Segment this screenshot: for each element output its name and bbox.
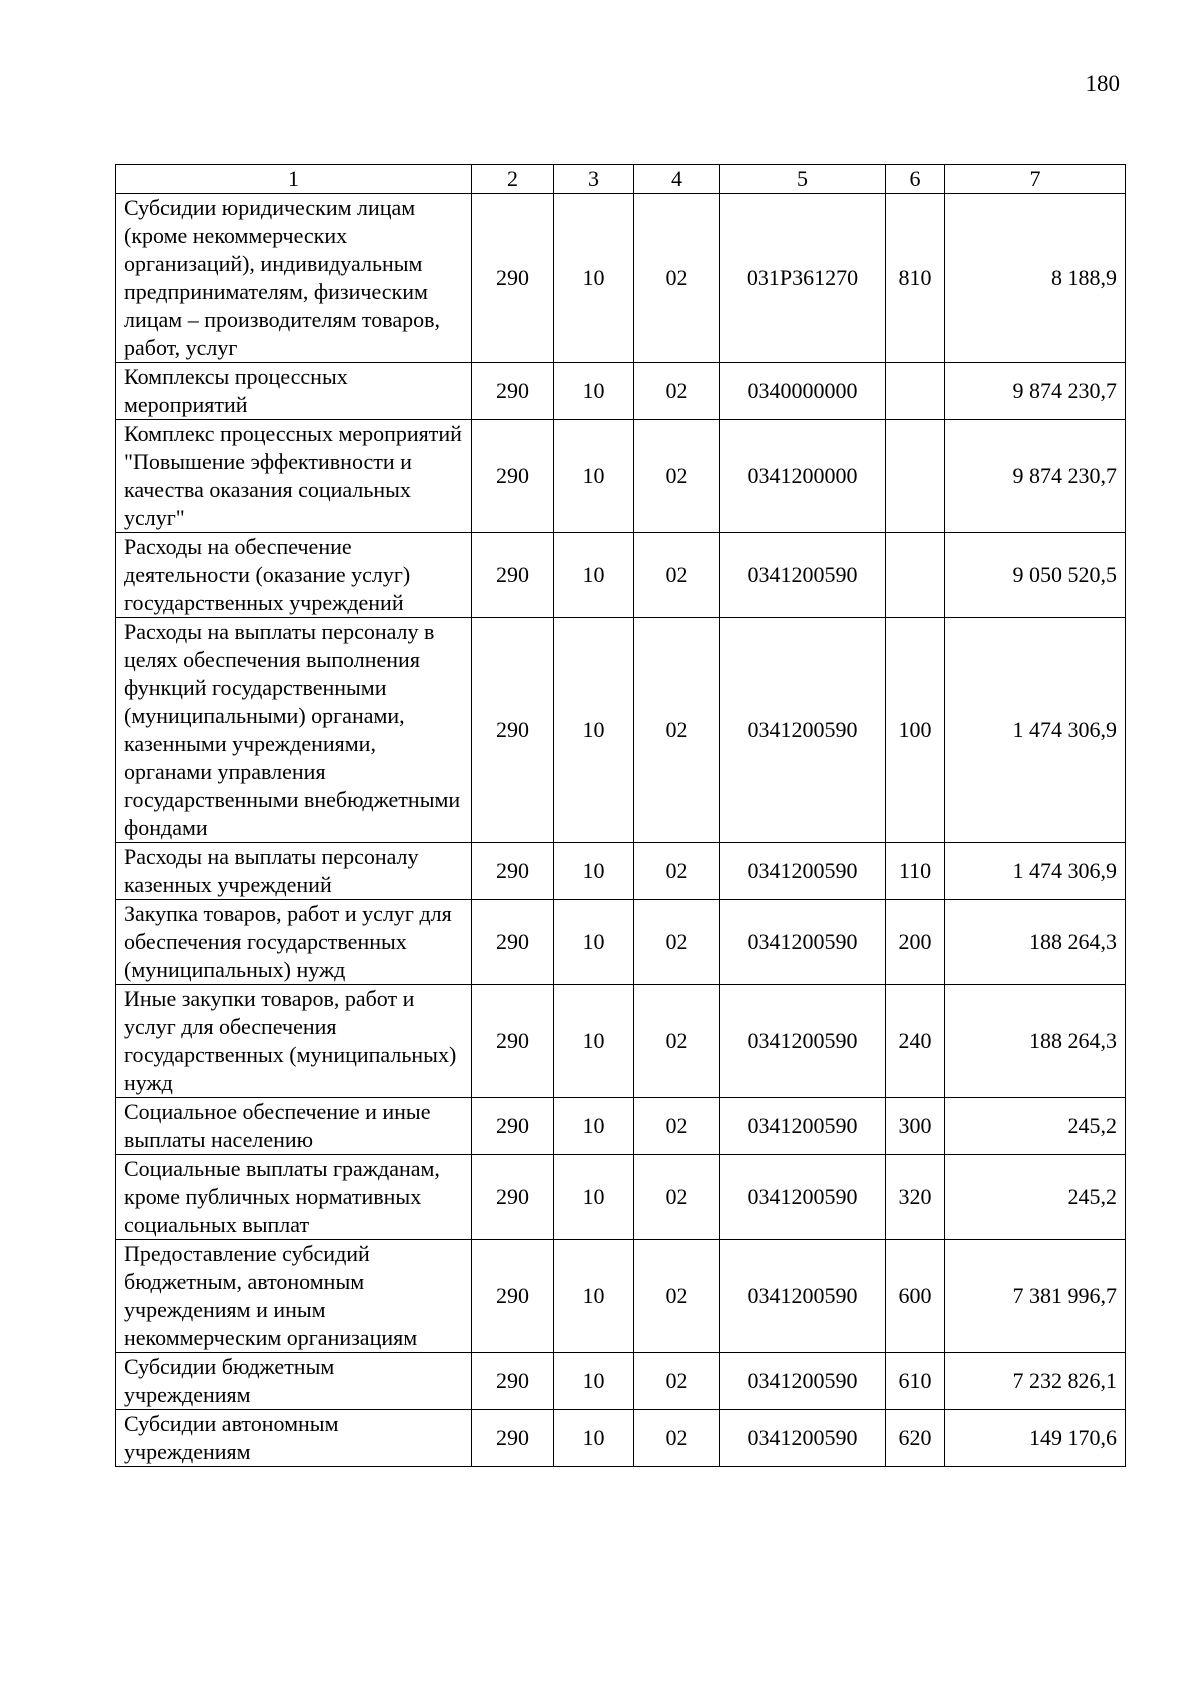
row-subsection-cell: 02 [634,1410,720,1467]
row-code-cell: 290 [472,363,554,420]
row-subsection-cell: 02 [634,533,720,618]
column-header: 5 [720,165,886,194]
row-section-cell: 10 [554,1353,634,1410]
row-section-cell: 10 [554,1098,634,1155]
row-expense-type-cell: 300 [886,1098,945,1155]
table-row [116,1155,1126,1240]
row-name-cell: Расходы на выплаты персоналу в целях обеспечения выполнения функций государственными (муниципальными) органами, казенными учреждениями, органами управления государственными внебюджетными фондами [116,618,472,843]
column-header: 3 [554,165,634,194]
table-row [116,843,1126,900]
row-amount-cell: 188 264,3 [945,900,1126,985]
row-amount-cell: 1 474 306,9 [945,618,1126,843]
row-target-article-cell: 0341200590 [720,1098,886,1155]
row-code-cell: 290 [472,1410,554,1467]
table-row [116,1240,1126,1353]
row-section-cell: 10 [554,843,634,900]
row-expense-type-cell: 100 [886,618,945,843]
row-code-cell: 290 [472,1098,554,1155]
row-name-cell: Субсидии автономным учреждениям [116,1410,472,1467]
row-target-article-cell: 0341200590 [720,533,886,618]
row-name-cell: Закупка товаров, работ и услуг для обеспечения государственных (муниципальных) нужд [116,900,472,985]
row-target-article-cell: 0341200590 [720,1353,886,1410]
row-code-cell: 290 [472,618,554,843]
row-section-cell: 10 [554,420,634,533]
row-subsection-cell: 02 [634,985,720,1098]
table-row [116,618,1126,843]
row-expense-type-cell: 240 [886,985,945,1098]
row-name-cell: Социальные выплаты гражданам, кроме публичных нормативных социальных выплат [116,1155,472,1240]
row-name-cell: Комплекс процессных мероприятий "Повышение эффективности и качества оказания социальных услуг" [116,420,472,533]
row-amount-cell: 245,2 [945,1155,1126,1240]
row-target-article-cell: 0341200590 [720,618,886,843]
column-header: 7 [945,165,1126,194]
row-name-cell: Социальное обеспечение и иные выплаты населению [116,1098,472,1155]
row-amount-cell: 8 188,9 [945,194,1126,363]
row-expense-type-cell: 620 [886,1410,945,1467]
row-section-cell: 10 [554,1240,634,1353]
row-expense-type-cell: 600 [886,1240,945,1353]
table-row [116,420,1126,533]
row-target-article-cell: 0340000000 [720,363,886,420]
row-expense-type-cell: 110 [886,843,945,900]
row-target-article-cell: 0341200590 [720,900,886,985]
table-row [116,1098,1126,1155]
column-header: 6 [886,165,945,194]
row-section-cell: 10 [554,985,634,1098]
row-subsection-cell: 02 [634,618,720,843]
row-subsection-cell: 02 [634,843,720,900]
row-name-cell: Расходы на выплаты персоналу казенных учреждений [116,843,472,900]
row-expense-type-cell [886,533,945,618]
row-amount-cell: 7 232 826,1 [945,1353,1126,1410]
row-name-cell: Расходы на обеспечение деятельности (оказание услуг) государственных учреждений [116,533,472,618]
row-amount-cell: 245,2 [945,1098,1126,1155]
row-section-cell: 10 [554,363,634,420]
row-amount-cell: 9 874 230,7 [945,363,1126,420]
row-amount-cell: 9 050 520,5 [945,533,1126,618]
row-subsection-cell: 02 [634,1353,720,1410]
row-subsection-cell: 02 [634,363,720,420]
row-subsection-cell: 02 [634,420,720,533]
row-code-cell: 290 [472,843,554,900]
table-row [116,985,1126,1098]
row-subsection-cell: 02 [634,1098,720,1155]
row-name-cell: Субсидии бюджетным учреждениям [116,1353,472,1410]
row-target-article-cell: 0341200590 [720,1240,886,1353]
row-target-article-cell: 0341200000 [720,420,886,533]
table-row [116,194,1126,363]
row-code-cell: 290 [472,900,554,985]
row-code-cell: 290 [472,194,554,363]
row-subsection-cell: 02 [634,900,720,985]
column-header: 4 [634,165,720,194]
budget-table [115,164,1126,1467]
column-header: 2 [472,165,554,194]
row-amount-cell: 9 874 230,7 [945,420,1126,533]
row-code-cell: 290 [472,533,554,618]
row-subsection-cell: 02 [634,1240,720,1353]
row-code-cell: 290 [472,420,554,533]
row-amount-cell: 188 264,3 [945,985,1126,1098]
row-name-cell: Иные закупки товаров, работ и услуг для обеспечения государственных (муниципальных) нужд [116,985,472,1098]
row-expense-type-cell [886,420,945,533]
row-expense-type-cell: 200 [886,900,945,985]
row-section-cell: 10 [554,1410,634,1467]
row-target-article-cell: 0341200590 [720,843,886,900]
row-amount-cell: 149 170,6 [945,1410,1126,1467]
table-row [116,1353,1126,1410]
row-target-article-cell: 0341200590 [720,1155,886,1240]
row-section-cell: 10 [554,194,634,363]
row-section-cell: 10 [554,618,634,843]
row-name-cell: Субсидии юридическим лицам (кроме некоммерческих организаций), индивидуальным предпринимателям, физическим лицам – производителям товаров, работ, услуг [116,194,472,363]
column-header: 1 [116,165,472,194]
row-target-article-cell: 0341200590 [720,1410,886,1467]
row-subsection-cell: 02 [634,194,720,363]
row-expense-type-cell: 320 [886,1155,945,1240]
row-code-cell: 290 [472,1155,554,1240]
row-code-cell: 290 [472,1353,554,1410]
row-name-cell: Предоставление субсидий бюджетным, автономным учреждениям и иным некоммерческим организациям [116,1240,472,1353]
row-expense-type-cell: 810 [886,194,945,363]
row-section-cell: 10 [554,900,634,985]
row-subsection-cell: 02 [634,1155,720,1240]
page-number: 180 [1085,71,1120,96]
table-row [116,533,1126,618]
row-target-article-cell: 0341200590 [720,985,886,1098]
row-target-article-cell: 031P361270 [720,194,886,363]
row-section-cell: 10 [554,533,634,618]
table-row [116,900,1126,985]
row-amount-cell: 1 474 306,9 [945,843,1126,900]
table-body [116,194,1126,1467]
row-code-cell: 290 [472,1240,554,1353]
table-header-row [116,165,1126,194]
row-name-cell: Комплексы процессных мероприятий [116,363,472,420]
table-row [116,363,1126,420]
table-row [116,1410,1126,1467]
row-code-cell: 290 [472,985,554,1098]
row-expense-type-cell [886,363,945,420]
row-amount-cell: 7 381 996,7 [945,1240,1126,1353]
row-expense-type-cell: 610 [886,1353,945,1410]
row-section-cell: 10 [554,1155,634,1240]
